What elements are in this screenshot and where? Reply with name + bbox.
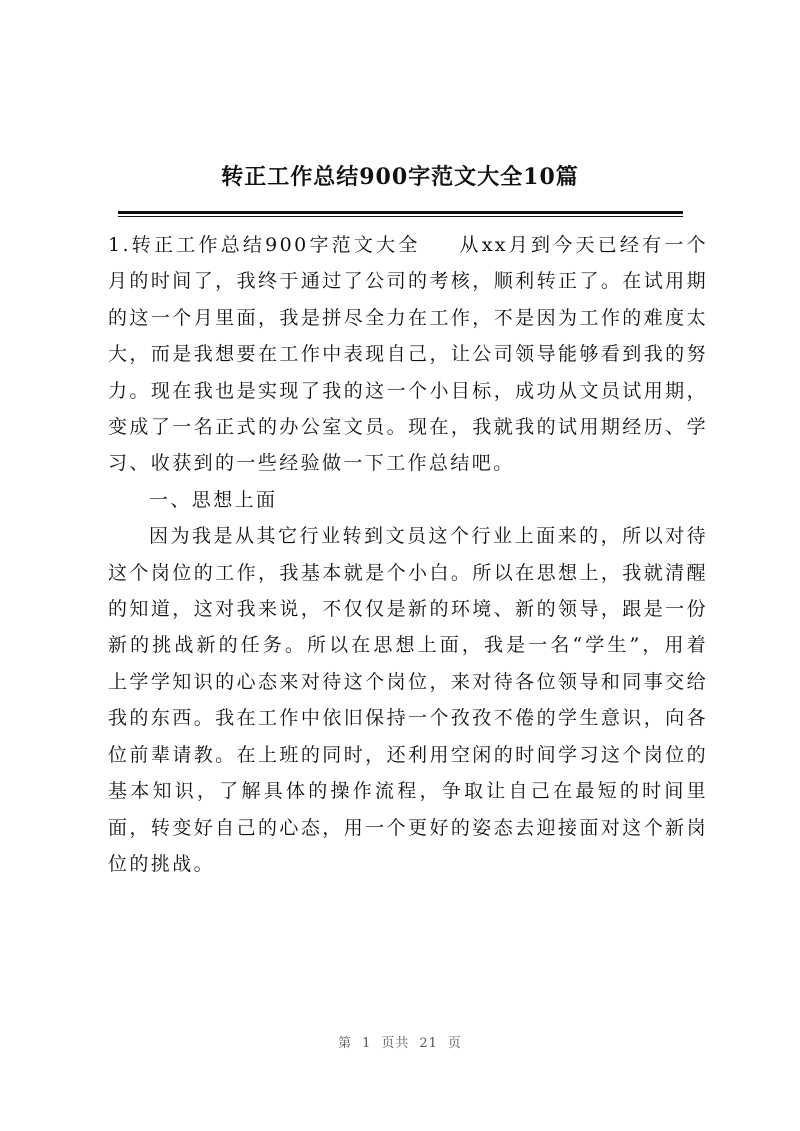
title-underline-thick <box>118 211 683 214</box>
paragraph-2: 因为我是从其它行业转到文员这个行业上面来的，所以对待这个岗位的工作，我基本就是个小白。所以在思想上，我就清醒的知道，这对我来说，不仅仅是新的环境、新的领导，跟是一份新的挑战新的任务。所以在思想上面，我是一名“学生”，用着上学学知识的心态来对待这个岗位，来对待各位领导和同事交给我的东西。我在工作中依旧保持一个孜孜不倦的学生意识，向各位前辈请教。在上班的同时，还利用空闲的时间学习这个岗位的基本知识，了解具体的操作流程，争取让自己在最短的时间里面，转变好自己的心态，用一个更好的姿态去迎接面对这个新岗位的挑战。 <box>108 525 708 875</box>
footer-label-page: 第 <box>338 1036 353 1051</box>
footer-label-total: 页共 <box>381 1036 410 1051</box>
paragraph-1-text: 从xx月到今天已经有一个月的时间了，我终于通过了公司的考核，顺利转正了。在试用期的这一个月里面，我是拼尽全力在工作，不是因为工作的难度太大，而是我想要在工作中表现自己，让公司领导能够看到我的努力。现在我也是实现了我的这一个小目标，成功从文员试用期，变成了一名正式的办公室文员。现在，我就我的试用期经历、学习、收获到的一些经验做一下工作总结吧。 <box>108 234 709 475</box>
document-body <box>108 227 708 882</box>
footer-total-pages: 21 <box>419 1036 438 1051</box>
section-heading-1: 1.转正工作总结900字范文大全 <box>108 234 421 256</box>
footer-label-end: 页 <box>447 1036 462 1051</box>
section-subheading-thought: 一、思想上面 <box>149 488 278 511</box>
document-title: 转正工作总结900字范文大全10篇 <box>221 164 579 190</box>
title-underline-thin <box>118 216 683 217</box>
footer-current-page: 1 <box>362 1036 372 1051</box>
page-footer <box>0 1032 800 1051</box>
paragraph-1 <box>108 227 708 482</box>
